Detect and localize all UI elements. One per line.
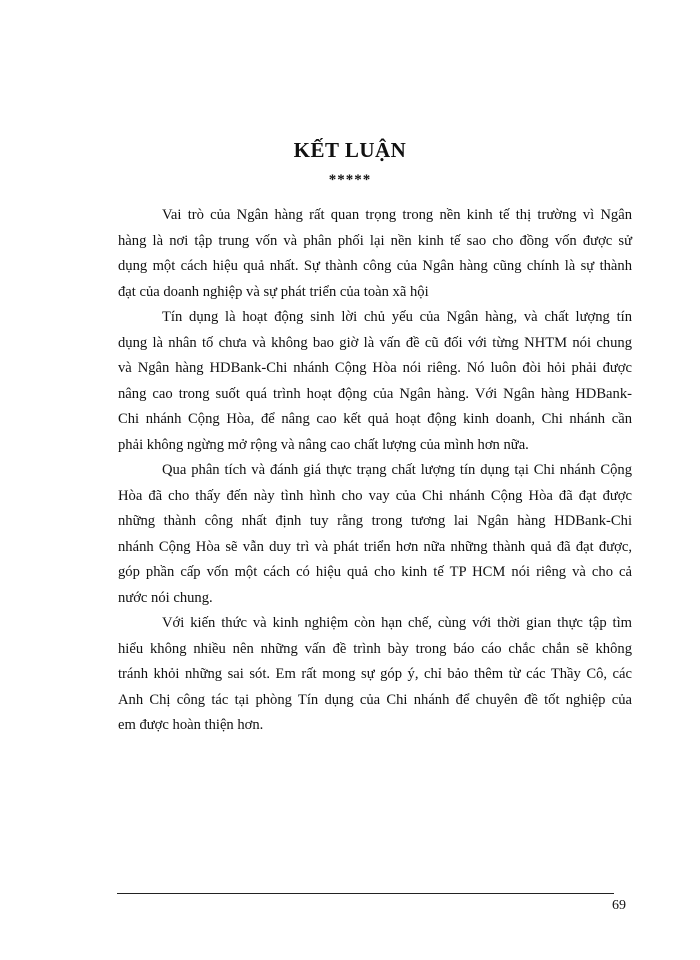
body-text — [118, 203, 632, 739]
text-line: Chi nhánh Cộng Hòa, để nâng cao kết quả hoạt động kinh doanh, Chi nhánh cần — [118, 411, 632, 427]
footer-rule — [117, 893, 614, 894]
paragraph-2 — [118, 305, 632, 458]
text-line: hàng là nơi tập trung vốn và phân phối lại nền kinh tế sao cho đồng vốn được sử — [118, 232, 632, 249]
text-line: Tín dụng là hoạt động sinh lời chủ yếu của Ngân hàng, và chất lượng tín — [162, 309, 632, 325]
text-line: Với kiến thức và kinh nghiệm còn hạn chế, cùng với thời gian thực tập tìm — [162, 615, 632, 631]
paragraph-3 — [118, 458, 632, 611]
paragraph-4 — [118, 611, 632, 739]
text-line: dụng là nhân tố chưa và không bao giờ là vấn đề cũ đối với từng NHTM nói chung — [118, 334, 632, 351]
text-line: nâng cao trong suốt quá trình hoạt động của Ngân hàng. Với Ngân hàng HDBank- — [118, 385, 632, 402]
text-line: Qua phân tích và đánh giá thực trạng chất lượng tín dụng tại Chi nhánh Cộng — [162, 462, 632, 478]
text-line: Vai trò của Ngân hàng rất quan trọng trong nền kinh tế thị trường vì Ngân — [162, 207, 632, 223]
text-line: và Ngân hàng HDBank-Chi nhánh Cộng Hòa nói riêng. Nó luôn đòi hỏi phải được — [118, 360, 632, 376]
title-ornament: ***** — [328, 172, 372, 188]
text-line: tránh khỏi những sai sót. Em rất mong sự góp ý, chỉ bảo thêm từ các Thầy Cô, các — [118, 666, 632, 682]
text-line: dụng một cách hiệu quả nhất. Sự thành công của Ngân hàng cũng chính là sự thành — [118, 258, 632, 274]
text-line: phải không ngừng mở rộng và nâng cao chất lượng của mình hơn nữa. — [118, 436, 529, 453]
text-line: nhánh Cộng Hòa sẽ vẫn duy trì và phát triển hơn nữa những thành quả đã đạt được, — [118, 538, 632, 555]
text-line: đạt của doanh nghiệp và sự phát triển của toàn xã hội — [118, 283, 429, 300]
text-line: Anh Chị công tác tại phòng Tín dụng của Chi nhánh để chuyên đề tốt nghiệp của — [118, 691, 632, 708]
text-line: góp phần cấp vốn một cách có hiệu quả cho kinh tế TP HCM nói riêng và cho cả — [118, 564, 632, 580]
text-line: Hòa đã cho thấy đến này tình hình cho vay của Chi nhánh Cộng Hòa đã đạt được — [118, 487, 632, 504]
page-number: 69 — [612, 898, 626, 913]
text-line: nước nói chung. — [118, 589, 213, 606]
text-line: hiểu không nhiều nên những vấn đề trình bày trong báo cáo chắc chắn sẽ không — [118, 640, 632, 657]
page-title: KẾT LUẬN — [293, 138, 407, 162]
text-line: những thành công nhất định tuy rằng trong tương lai Ngân hàng HDBank-Chi — [118, 513, 632, 529]
text-line: em được hoàn thiện hơn. — [118, 717, 264, 733]
paragraph-1 — [118, 203, 632, 305]
